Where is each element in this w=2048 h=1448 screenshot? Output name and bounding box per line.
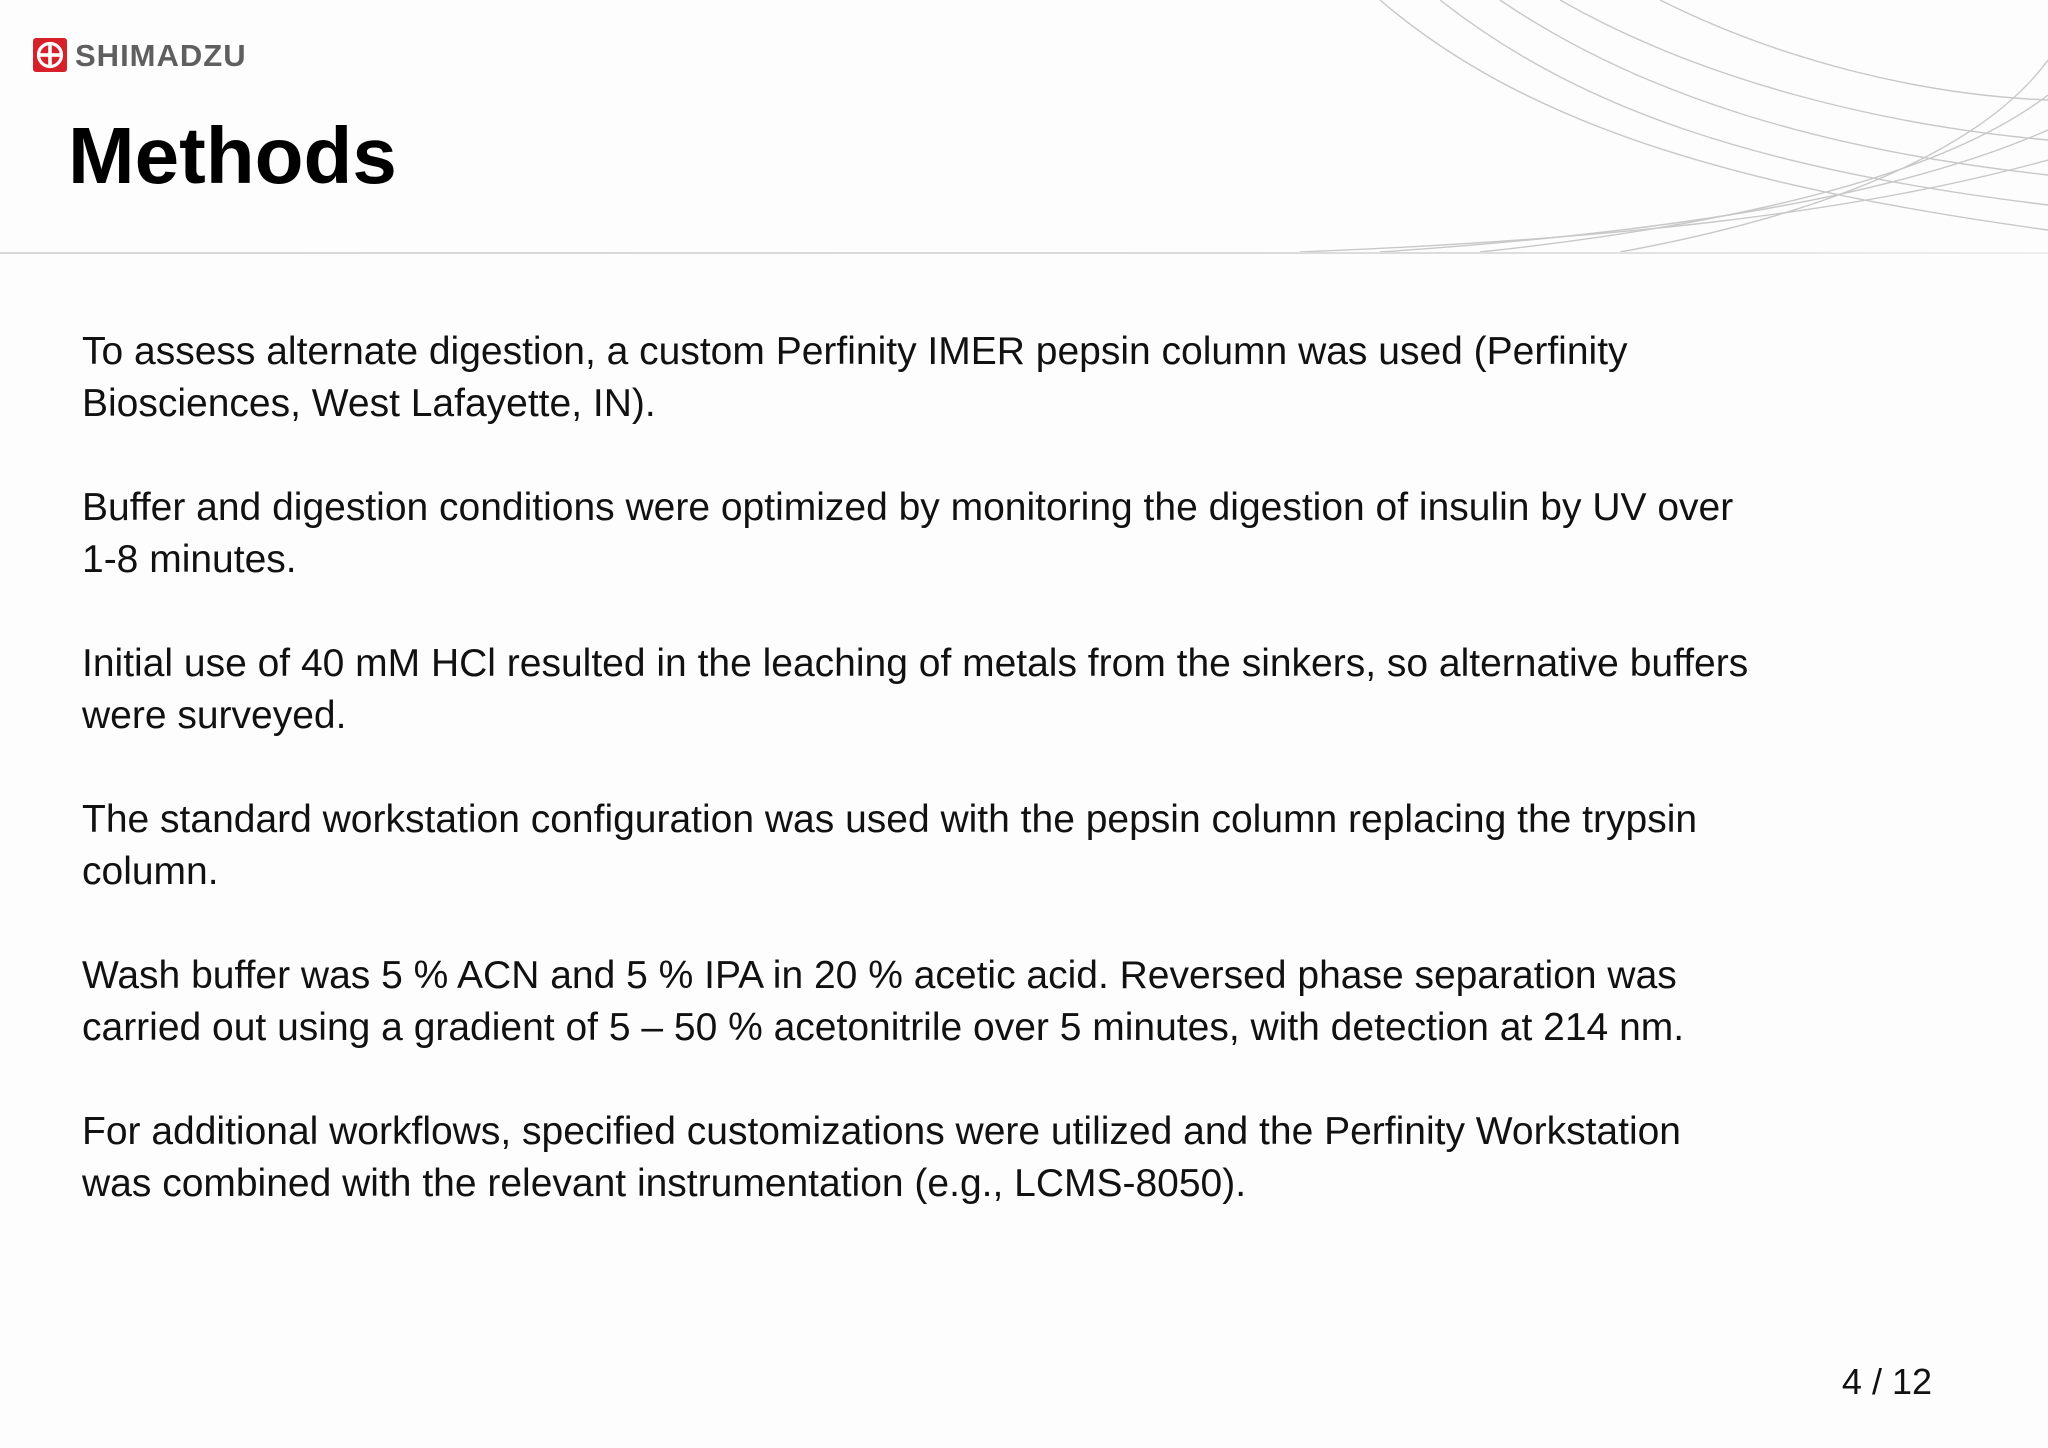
- decor-curve: [1380, 0, 2048, 230]
- brand-name: SHIMADZU: [75, 37, 247, 73]
- paragraph-wash-and-separation: Wash buffer was 5 % ACN and 5 % IPA in 20 % acetic acid. Reversed phase separation was carried out using a gradient of 5 – 50 % acetonitrile over 5 minutes, with detection at 214 nm.: [82, 954, 1685, 1049]
- page-number: 4 / 12: [1841, 1361, 1932, 1402]
- decor-curve: [1660, 0, 2048, 100]
- paragraph-digestion-column: To assess alternate digestion, a custom Perfinity IMER pepsin column was used (Perfinity Biosciences, West Lafayette, IN).: [82, 330, 1628, 425]
- shimadzu-logo: [33, 36, 247, 74]
- paragraph-additional-workflows: For additional workflows, specified customizations were utilized and the Perfinity Workstation was combined with the relevant instrumentation (e.g., LCMS-8050).: [82, 1110, 1681, 1205]
- shimadzu-cross-logo-icon: [33, 38, 67, 72]
- title-divider: [0, 252, 2048, 254]
- decor-curve: [1300, 160, 2048, 252]
- paragraph-workstation-configuration: The standard workstation configuration was used with the pepsin column replacing the trypsin column.: [82, 798, 1698, 893]
- decor-curve: [1560, 0, 2048, 140]
- decor-curve: [1480, 95, 2048, 252]
- paragraph-hcl-leaching: Initial use of 40 mM HCl resulted in the leaching of metals from the sinkers, so alternative buffers were surveyed.: [82, 642, 1749, 737]
- paragraph-buffer-optimization: Buffer and digestion conditions were optimized by monitoring the digestion of insulin by UV over 1-8 minutes.: [82, 486, 1734, 581]
- page-title: Methods: [68, 111, 397, 200]
- methods-body: [82, 326, 1982, 1262]
- decor-curve: [1440, 0, 2048, 205]
